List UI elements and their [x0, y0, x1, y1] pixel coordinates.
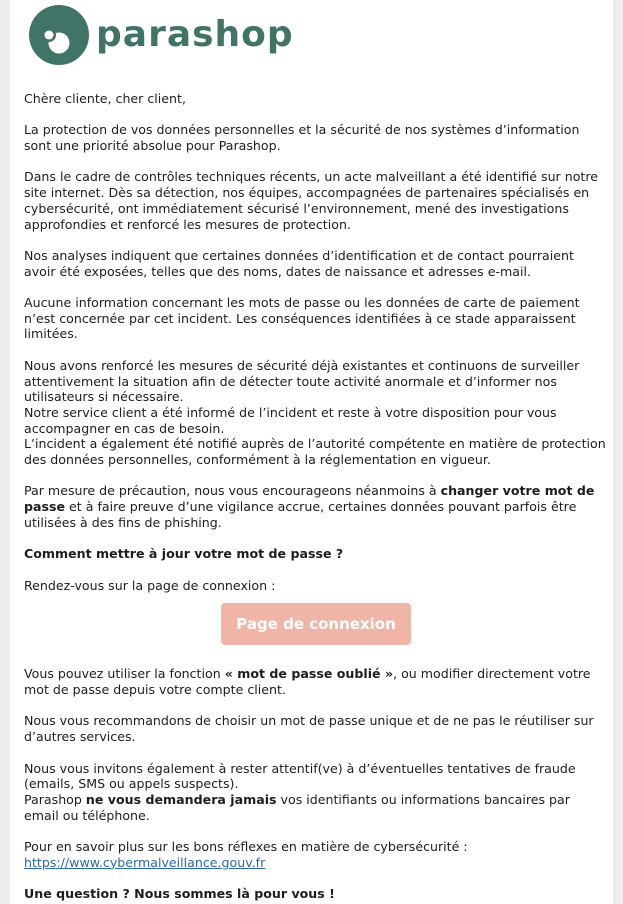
forgot-password-emphasis: « mot de passe oublié » [224, 666, 394, 682]
cybermalveillance-link[interactable]: https://www.cybermalveillance.gouv.fr [24, 854, 266, 870]
parashop-logo[interactable] [29, 5, 294, 65]
paragraph-priority: La protection de vos données personnelles et la sécurité de nos systèmes d’information sont une priorité absolue pour Parashop. [24, 122, 580, 154]
paragraph-exposed-data: Nos analyses indiquent que certaines données d’identification et de contact pourraient avoir été exposées, telles que des noms, dates de naissance et adresses e-mail. [24, 247, 574, 279]
cta-wrapper [24, 603, 608, 645]
email-body [10, 0, 613, 904]
paragraph-forgot-password: Vous pouvez utiliser la fonction « mot de passe oublié », ou modifier directement votre mot de passe depuis votre compte client. [24, 666, 591, 698]
paragraph-fraud-warning: Nous vous invitons également à rester attentif(ve) à d’éventuelles tentatives de fraude (emails, SMS ou appels suspects). [24, 760, 576, 792]
brand-name: parashop [96, 14, 294, 55]
footer-heading: Une question ? Nous sommes là pour vous ! [24, 886, 335, 902]
paragraph-measures: Nous avons renforcé les mesures de sécurité déjà existantes et continuons de surveiller attentivement la situation afin de détecter toute activité anormale et d’informer nos utilisateurs si nécessaire. [24, 357, 580, 405]
paragraph-learn-more: Pour en savoir plus sur les bons réflexes en matière de cybersécurité : [24, 839, 468, 855]
paragraph-never-ask: Parashop ne vous demandera jamais vos identifiants ou informations bancaires par email ou téléphone. [24, 791, 570, 823]
change-password-emphasis: changer votre mot de passe [24, 483, 595, 515]
never-ask-emphasis: ne vous demandera jamais [85, 791, 277, 807]
parashop-logo-icon [29, 5, 89, 65]
paragraph-authority: L’incident a également été notifié auprès de l’autorité compétente en matière de protection des données personnelles, conformément à la réglementation en vigueur. [24, 436, 606, 468]
message-content [24, 91, 608, 904]
howto-text: Rendez-vous sur la page de connexion : [24, 577, 276, 593]
paragraph-no-passwords: Aucune information concernant les mots de passe ou les données de carte de paiement n’est concernée par cet incident. Les conséquences identifiées à ce stade apparaissent limitées. [24, 295, 580, 342]
paragraph-customer-service: Notre service client a été informé de l’incident et reste à votre disposition pour vous accompagner en cas de besoin. [24, 404, 557, 436]
howto-heading: Comment mettre à jour votre mot de passe ? [24, 546, 344, 562]
login-page-button[interactable]: Page de connexion [221, 603, 411, 645]
paragraph-precaution: Par mesure de précaution, nous vous encourageons néanmoins à changer votre mot de passe et à faire preuve d’une vigilance accrue, certaines données pouvant parfois être utilisées à des fins de phishing. [24, 483, 595, 530]
paragraph-incident: Dans le cadre de contrôles techniques récents, un acte malveillant a été identifié sur notre site internet. Dès sa détection, nos équipes, accompagnées de partenaires spécialisés en cybersécurité, ont immédiatement sécurisé l’environnement, mené des investigations approfondies et renforcé les mesures de protection. [24, 169, 598, 232]
paragraph-unique-password: Nous vous recommandons de choisir un mot de passe unique et de ne pas le réutiliser sur d’autres services. [24, 713, 594, 745]
greeting: Chère cliente, cher client, [24, 91, 186, 106]
